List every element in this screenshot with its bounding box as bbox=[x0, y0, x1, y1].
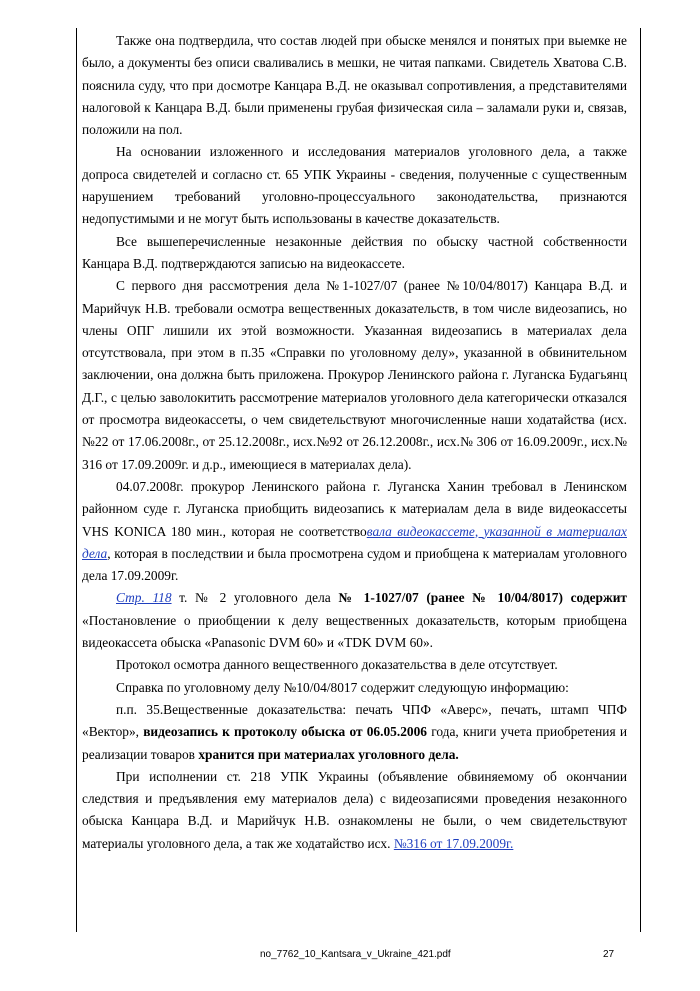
paragraph-6-text-end: «Постановление о приобщении к делу вещественных доказательств, которым приобщена видеокассета обыска «Panasonic DVM 60» и «TDK DVM 60». bbox=[82, 612, 627, 651]
paragraph-3: Все вышеперечисленные незаконные действия по обыску частной собственности Канцара В.Д. подтверждаются записью на видеокассете. bbox=[82, 233, 627, 271]
paragraph-10-text: При исполнении ст. 218 УПК Украины (объявление обвиняемому об окончании следствия и предъявления ему материалов дела) с видеозаписями проведения незаконного обыска Канцара В.Д. и Марийчук Н.В. ознакомлены не были, о чем свидетельствуют материалы уголовного дела, а так же ходатайство исх. bbox=[82, 768, 627, 851]
right-margin-rule bbox=[640, 28, 641, 932]
paragraph-8: Справка по уголовному делу №10/04/8017 содержит следующую информацию: bbox=[116, 679, 569, 695]
paragraph-5 bbox=[82, 476, 627, 587]
paragraph-9 bbox=[82, 699, 627, 766]
videocassette-link[interactable]: вала видеокассете, указанной в материалах дела bbox=[82, 523, 627, 561]
stored-bold: хранится при материалах уголовного дела. bbox=[198, 746, 459, 762]
document-body bbox=[82, 30, 627, 855]
paragraph-7: Протокол осмотра данного вещественного доказательства в деле отсутствует. bbox=[116, 657, 558, 673]
paragraph-1: Также она подтвердила, что состав людей при обыске менялся и понятых при выемке не было, а документы без описи сваливались в мешки, не читая папками. Свидетель Хватова С.В. пояснила суду, что при досмотре Канцара В.Д. не оказывал сопротивления, а представителями налоговой к Канцара В.Д. были применены грубая физическая сила – заламали руки и, связав, положили на пол. bbox=[82, 33, 627, 138]
paragraph-6 bbox=[82, 587, 627, 654]
paragraph-5-text: 04.07.2008г. прокурор Ленинского района г. Луганска Ханин требовал в Ленинском районном суде г. Луганска приобщить видеозапись к материалам дела в виде видеокассеты VHS KONICA 180 мин., которая не соответство bbox=[82, 478, 627, 539]
paragraph-4: С первого дня рассмотрения дела №1-1027/07 (ранее №10/04/8017) Канцара В.Д. и Марийчук Н.В. требовали осмотра вещественных доказательств, в том числе видеозапись, но члены ОПГ лишили их этой возможности. Указанная видеозапись в материалах дела отсутствовала, при этом в п.35 «Справки по уголовному делу», указанной в обвинительном заключении, она должна быть приложена. Прокурор Ленинского района г. Луганска Будагьянц Д.Г., с целью заволокитить рассмотрение материалов уголовного дела категорически отказался от просмотра видеокассеты, о чем свидетельствуют многочисленные наши ходатайства (исх.№22 от 17.06.2008г., от 25.12.2008г., исх.№92 от 26.12.2008г., исх.№ 306 от 16.09.2009г., исх.№ 316 от 17.09.2009г. и д.р., имеющиеся в материалах дела). bbox=[82, 278, 627, 472]
paragraph-2: На основании изложенного и исследования материалов уголовного дела, а также допроса свидетелей и согласно ст. 65 УПК Украины - сведения, полученные с существенным нарушением требований уголовно-процессуального законодательства, признаются недопустимыми и не могут быть использованы в качестве доказательств. bbox=[82, 144, 627, 227]
paragraph-10 bbox=[82, 766, 627, 855]
paragraph-9-text-mid: года, книги учета приобретения и реализации товаров bbox=[82, 724, 627, 762]
page-118-link[interactable]: Стр. 118 bbox=[116, 590, 172, 606]
petition-316-link[interactable]: №316 от 17.09.2009г. bbox=[393, 835, 514, 851]
left-margin-rule bbox=[76, 28, 77, 932]
paragraph-6-text: т. № 2 уголовного дела bbox=[171, 590, 339, 606]
footer-filename: no_7762_10_Kantsara_v_Ukraine_421.pdf bbox=[260, 949, 451, 960]
paragraph-9-text: п.п. 35.Вещественные доказательства: печать ЧПФ «Аверс», печать, штамп ЧПФ «Вектор», bbox=[82, 701, 627, 740]
videorecord-bold: видеозапись к протоколу обыска от 06.05.2006 bbox=[143, 724, 427, 740]
case-number-bold: № 1-1027/07 (ранее № 10/04/8017) содержит bbox=[338, 590, 627, 606]
paragraph-5-text-end: , которая в последствии и была просмотрена судом и приобщена к материалам уголовного дела 17.09.2009г. bbox=[82, 545, 627, 584]
page-number: 27 bbox=[603, 949, 615, 960]
